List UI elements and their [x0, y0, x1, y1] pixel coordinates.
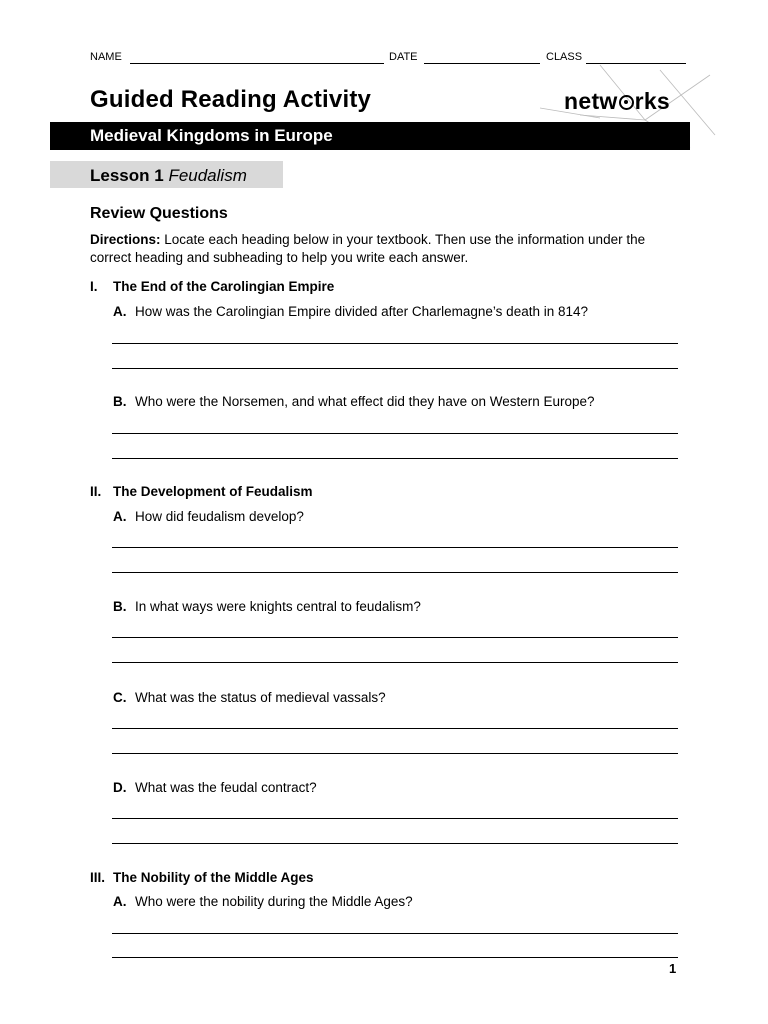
question [113, 894, 413, 909]
logo-text-end: rks [634, 88, 671, 114]
answer-line[interactable] [112, 637, 678, 638]
lesson-box [50, 161, 283, 188]
question-text: Who were the Norsemen, and what effect did they have on Western Europe? [135, 394, 595, 409]
section-heading-2 [90, 484, 313, 499]
page-number: 1 [669, 961, 677, 976]
date-label: DATE [389, 51, 418, 63]
question-text: What was the status of medieval vassals? [135, 690, 386, 705]
class-label: CLASS [546, 51, 583, 63]
answer-line[interactable] [112, 662, 678, 663]
name-label: NAME [90, 51, 122, 63]
question-letter: B. [113, 599, 127, 614]
network-globe-icon [619, 95, 634, 110]
question-letter: D. [113, 780, 127, 795]
question [113, 509, 304, 524]
answer-line[interactable] [112, 933, 678, 934]
section-numeral: III. [90, 870, 106, 885]
question-letter: A. [113, 894, 127, 909]
section-title: The End of the Carolingian Empire [113, 279, 335, 294]
section-numeral: I. [90, 279, 98, 294]
directions-text: Locate each heading below in your textbook. Then use the information under the correct heading and subheading to help you write each answer. [90, 232, 646, 265]
question-letter: A. [113, 509, 127, 524]
question-letter: A. [113, 304, 127, 319]
lesson-number: Lesson 1 [90, 166, 164, 185]
section-numeral: II. [90, 484, 102, 499]
directions [90, 231, 690, 266]
section-title: The Nobility of the Middle Ages [113, 870, 314, 885]
question [113, 780, 317, 795]
question [113, 304, 588, 319]
section-title: The Development of Feudalism [113, 484, 313, 499]
answer-line[interactable] [112, 547, 678, 548]
question-letter: B. [113, 394, 127, 409]
answer-line[interactable] [112, 572, 678, 573]
answer-line[interactable] [112, 368, 678, 369]
answer-line[interactable] [112, 343, 678, 344]
answer-line[interactable] [112, 458, 678, 459]
question-text: Who were the nobility during the Middle Ages? [135, 894, 413, 909]
question [113, 394, 595, 409]
page-title: Guided Reading Activity [90, 86, 372, 113]
directions-label: Directions: [90, 232, 161, 247]
logo-text-start: netw [564, 88, 618, 114]
section-heading-1 [90, 279, 334, 294]
chapter-banner: Medieval Kingdoms in Europe [50, 122, 690, 150]
answer-line[interactable] [112, 433, 678, 434]
answer-line[interactable] [112, 728, 678, 729]
lesson-name: Feudalism [168, 166, 247, 185]
date-field-line [424, 63, 540, 64]
question-text: What was the feudal contract? [135, 780, 317, 795]
section-heading-3 [90, 870, 314, 885]
question [113, 690, 386, 705]
networks-logo [564, 88, 670, 115]
question-letter: C. [113, 690, 127, 705]
question-text: In what ways were knights central to feudalism? [135, 599, 421, 614]
question-text: How did feudalism develop? [135, 509, 304, 524]
question-text: How was the Carolingian Empire divided after Charlemagne’s death in 814? [135, 304, 589, 319]
section-heading: Review Questions [90, 205, 228, 222]
question [113, 599, 421, 614]
answer-line[interactable] [112, 818, 678, 819]
answer-line[interactable] [112, 753, 678, 754]
name-field-line [130, 63, 384, 64]
answer-line[interactable] [112, 957, 678, 958]
answer-line[interactable] [112, 843, 678, 844]
